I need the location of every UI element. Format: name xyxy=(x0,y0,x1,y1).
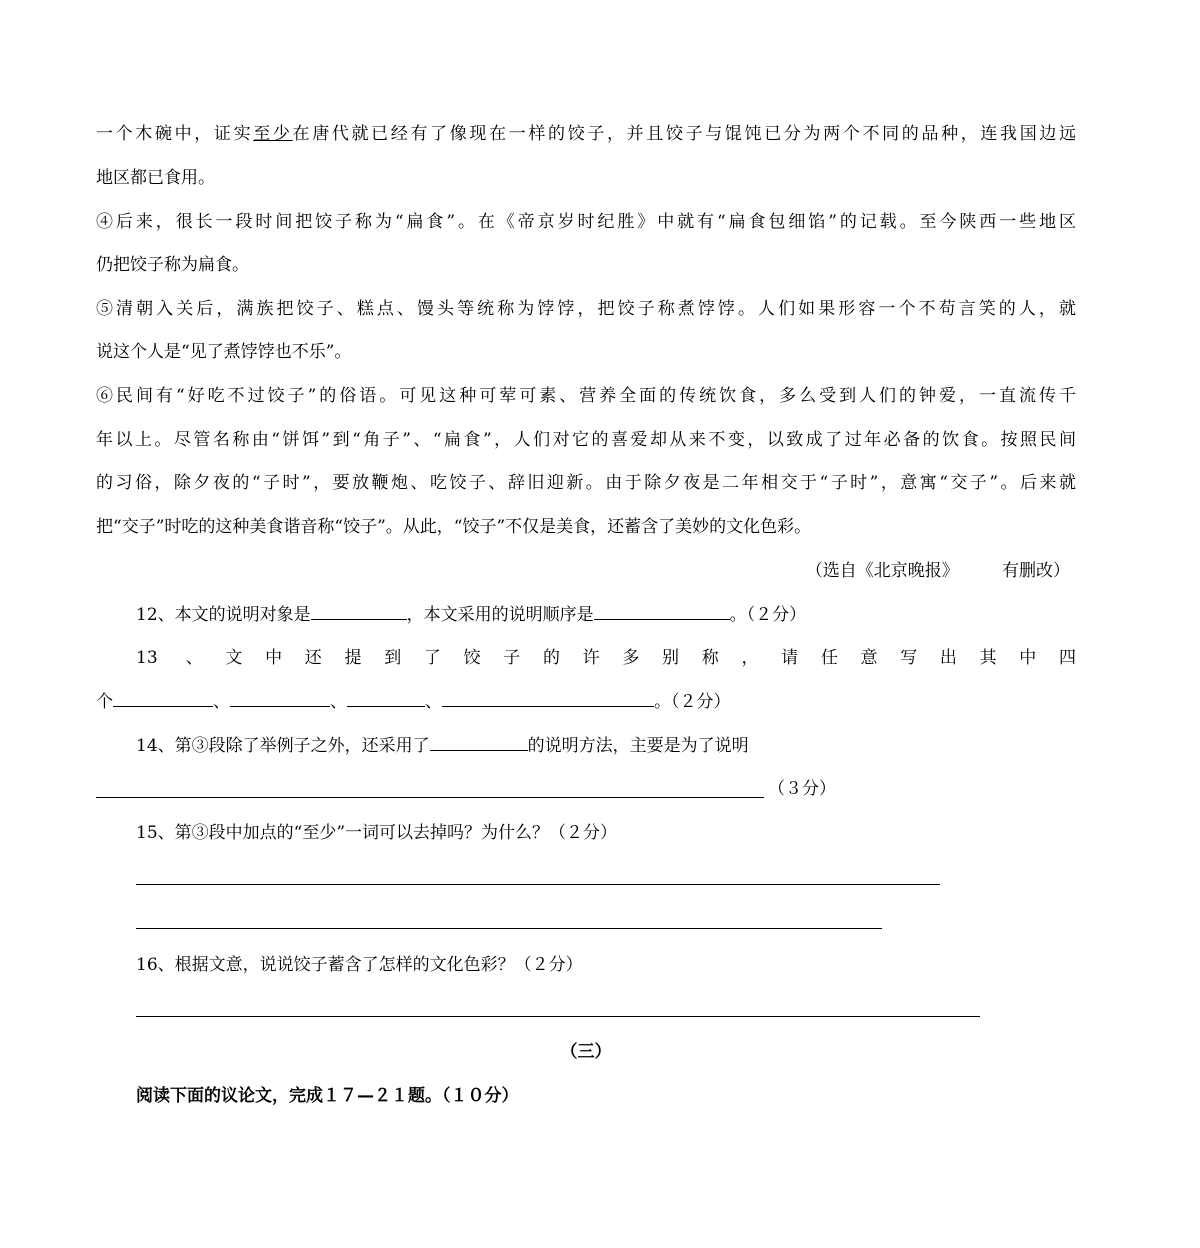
q13-text-a: 个 xyxy=(96,692,113,712)
p5-line2: 说这个人是“见了煮饽饽也不乐”。 xyxy=(96,342,352,362)
q12-text-b: ，本文采用的说明顺序是 xyxy=(406,605,594,625)
q12-answer-blank-object[interactable] xyxy=(311,603,407,620)
p3-text-a: 一个木碗中，证实 xyxy=(96,124,254,144)
p6-line3: 的习俗，除夕夜的“子时”，要放鞭炮、吃饺子、辞旧迎新。由于除夕夜是二年相交于“子时”，意寓“交子”。后来就 xyxy=(96,473,1076,493)
p3-line1 xyxy=(96,122,1076,146)
q14-answer-blank-method[interactable] xyxy=(430,734,528,751)
q12-text-c: 。（２分） xyxy=(729,605,807,625)
q13-sep-2: 、 xyxy=(330,692,347,712)
q13-answer-blank-1[interactable] xyxy=(113,690,213,707)
q13-text-end: 。（２分） xyxy=(654,692,731,712)
p6-line4: 把“交子”时吃的这种美食谐音称“饺子”。从此，“饺子”不仅是美食，还蓄含了美妙的文化色彩。 xyxy=(96,517,812,537)
question-16: 16、根据文意，说说饺子蓄含了怎样的文化色彩？（２分） xyxy=(136,955,583,975)
question-14 xyxy=(136,734,749,758)
question-13-line1: 13 、文中还提到了饺子的许多别称，请任意写出其中四 xyxy=(136,648,1076,668)
question-12 xyxy=(136,603,806,627)
q14-score: （３分） xyxy=(768,779,836,799)
q12-text-a: 12、本文的说明对象是 xyxy=(136,605,311,625)
question-13-line2 xyxy=(96,690,731,714)
p3-line2: 地区都已食用。 xyxy=(96,168,215,188)
q14-text-b: 的说明方法，主要是为了说明 xyxy=(527,736,749,756)
question-15: 15、第③段中加点的“至少”一词可以去掉吗？为什么？（２分） xyxy=(136,823,618,843)
q15-answer-line-2[interactable] xyxy=(136,928,882,929)
dotted-word-zhishao: 至少 xyxy=(253,124,293,144)
source-citation: （选自《北京晚报》 有删改） xyxy=(805,561,1070,581)
q16-answer-line[interactable] xyxy=(136,1016,980,1017)
q13-sep-1: 、 xyxy=(213,692,230,712)
p4-line2: 仍把饺子称为扁食。 xyxy=(96,255,249,275)
q12-answer-blank-order[interactable] xyxy=(594,603,730,620)
p3-text-b: 在唐代就已经有了像现在一样的饺子，并且饺子与馄饨已分为两个不同的品种，连我国边远 xyxy=(292,124,1077,144)
p6-line2: 年以上。尽管名称由“饼饵”到“角子”、“扁食”，人们对它的喜爱却从来不变，以致成了过年必备的饮食。按照民间 xyxy=(96,430,1076,450)
q13-answer-blank-4[interactable] xyxy=(442,690,654,707)
q13-answer-blank-2[interactable] xyxy=(230,690,330,707)
q14-answer-line[interactable] xyxy=(96,797,764,798)
q14-text-a: 14、第③段除了举例子之外，还采用了 xyxy=(136,736,430,756)
p4-line1: ④后来，很长一段时间把饺子称为“扁食”。在《帝京岁时纪胜》中就有“扁食包细馅”的记载。至今陕西一些地区 xyxy=(96,212,1076,232)
q13-sep-3: 、 xyxy=(425,692,442,712)
section-3-heading: （三） xyxy=(560,1042,612,1062)
p6-line1: ⑥民间有“好吃不过饺子”的俗语。可见这种可荤可素、营养全面的传统饮食，多么受到人们的钟爱，一直流传千 xyxy=(96,386,1076,406)
q15-answer-line-1[interactable] xyxy=(136,884,940,885)
q13-answer-blank-3[interactable] xyxy=(347,690,425,707)
p5-line1: ⑤清朝入关后，满族把饺子、糕点、馒头等统称为饽饽，把饺子称煮饽饽。人们如果形容一个不苟言笑的人，就 xyxy=(96,299,1076,319)
section-3-instruction: 阅读下面的议论文，完成１７—２１题。（１０分） xyxy=(136,1086,519,1106)
